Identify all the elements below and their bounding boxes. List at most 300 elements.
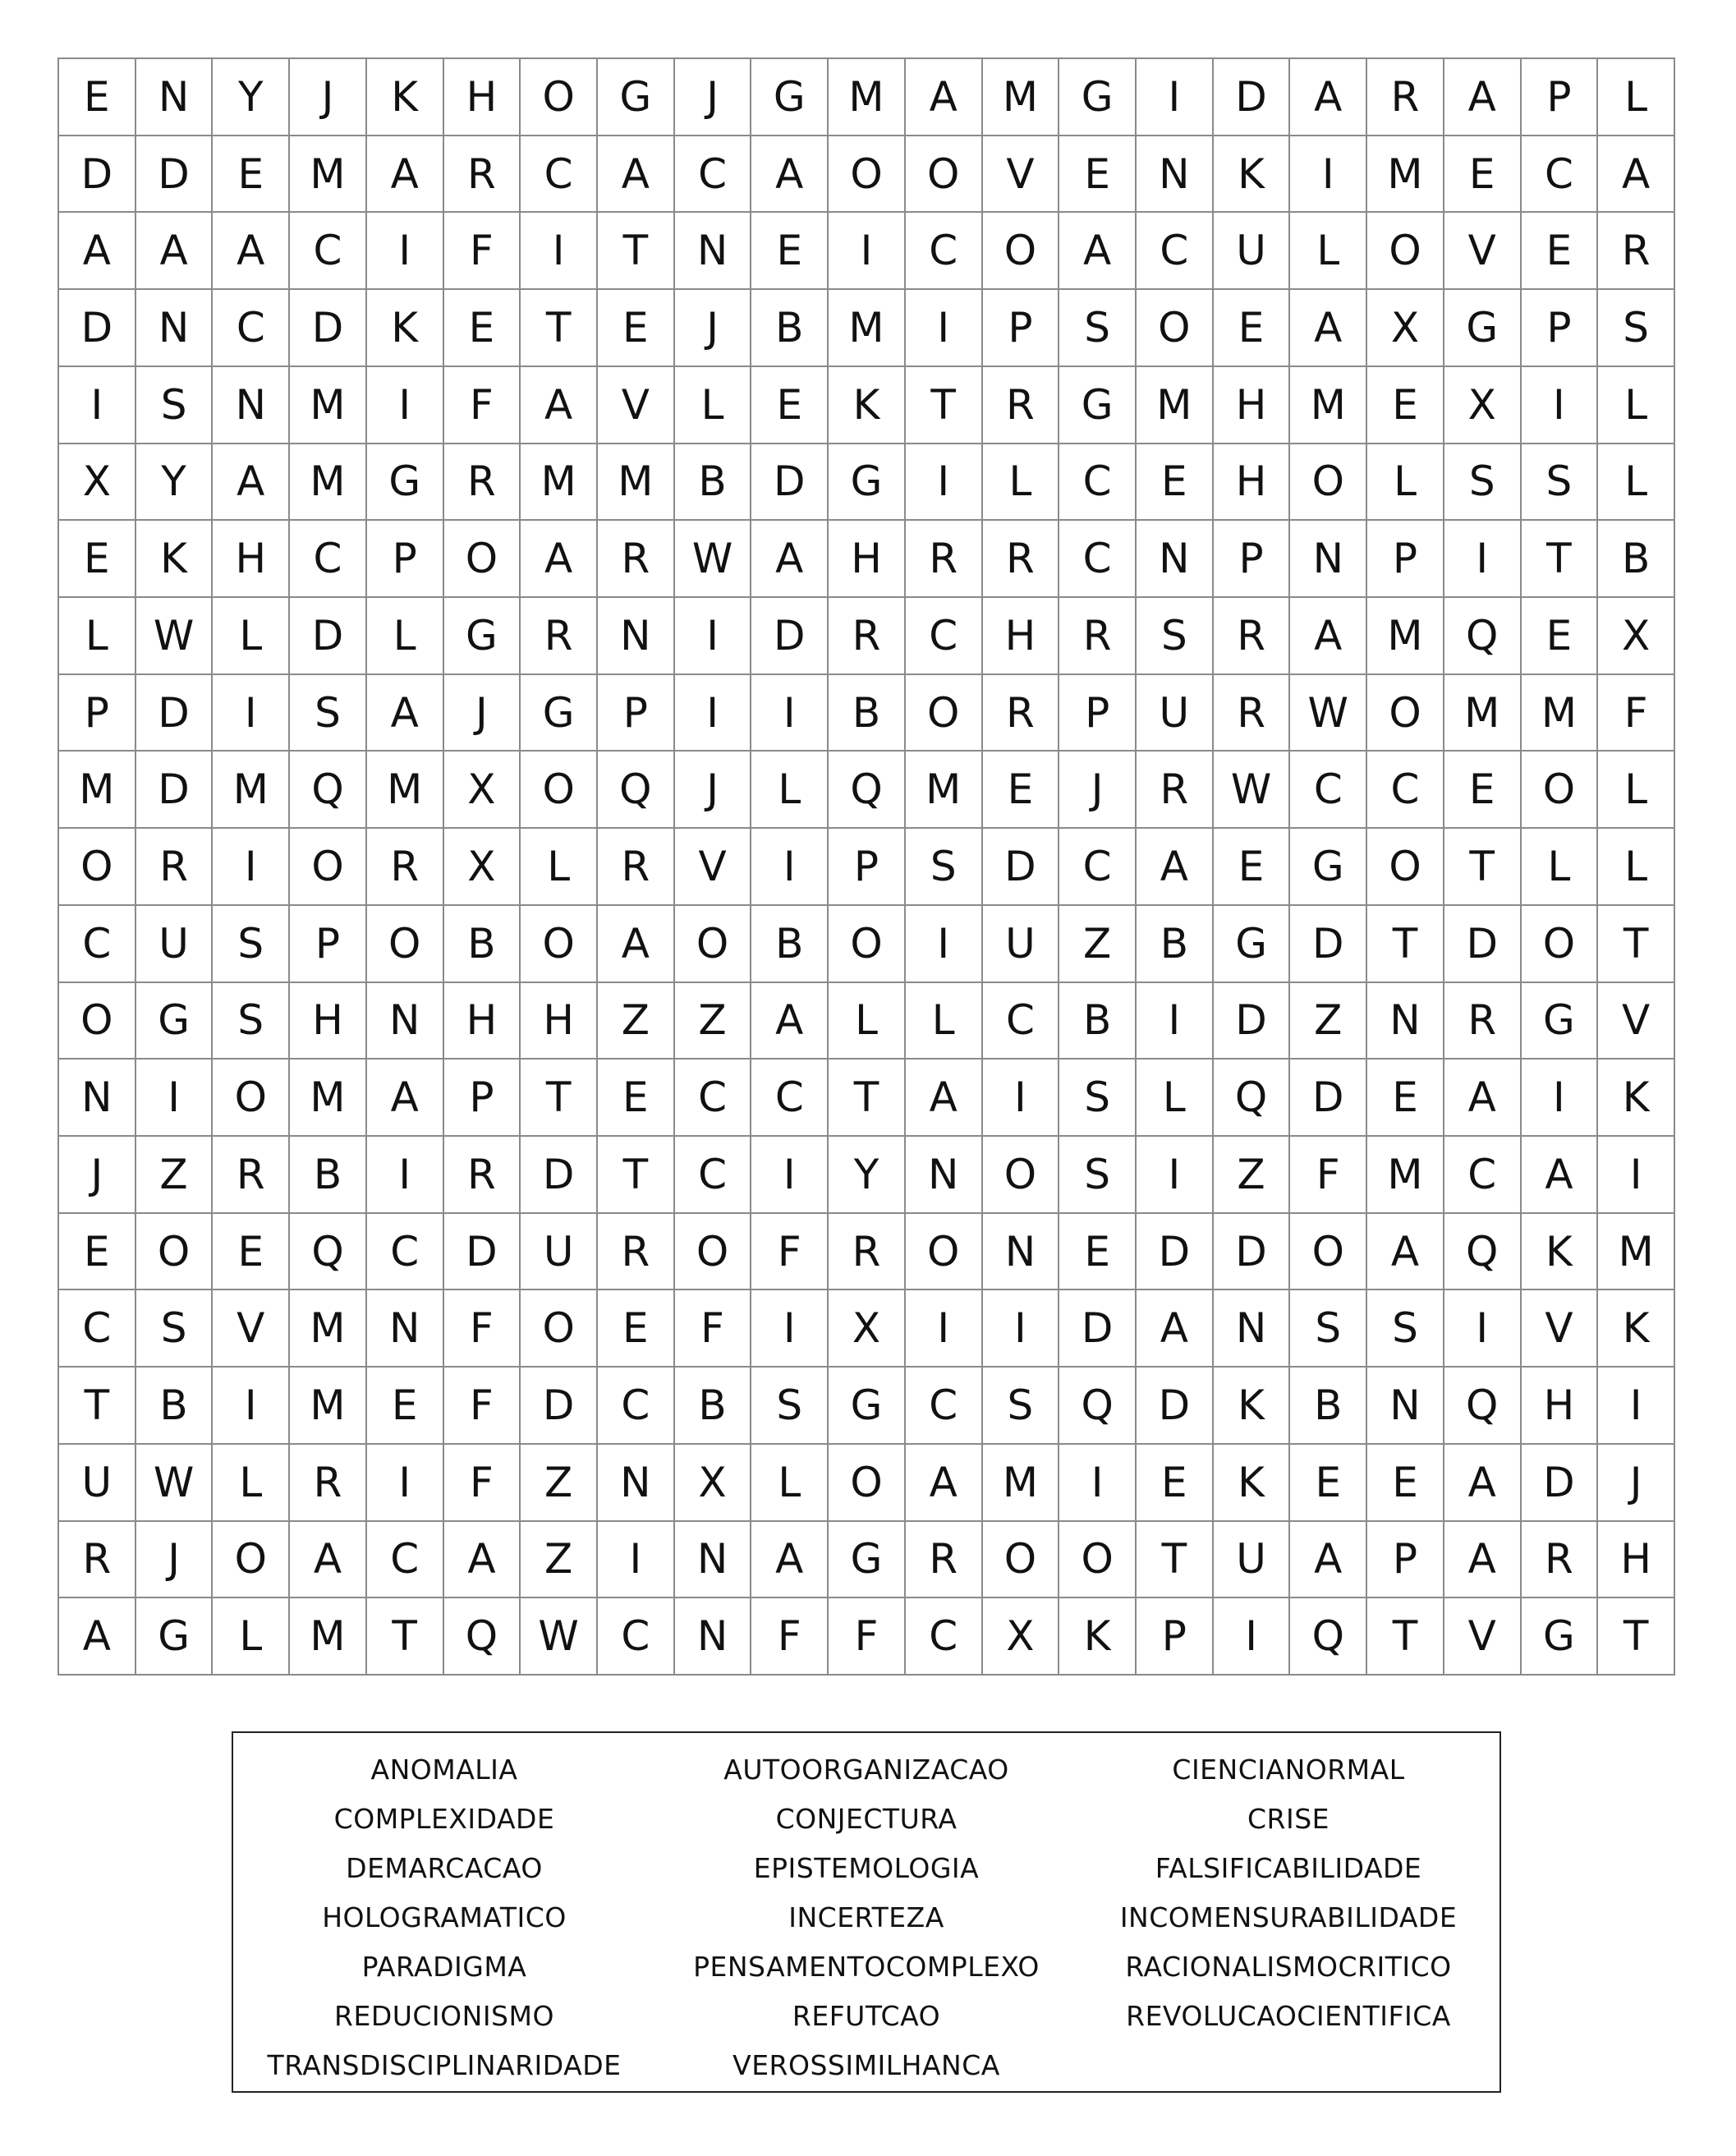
grid-cell[interactable]: M (290, 136, 367, 214)
grid-cell[interactable]: D (136, 136, 214, 214)
grid-cell[interactable]: Q (290, 752, 367, 829)
grid-cell[interactable]: I (983, 1060, 1060, 1137)
grid-cell[interactable]: F (1598, 675, 1675, 752)
grid-cell[interactable]: P (59, 675, 136, 752)
grid-cell[interactable]: R (983, 367, 1060, 444)
grid-cell[interactable]: R (906, 521, 983, 598)
grid-cell[interactable]: M (1290, 367, 1367, 444)
grid-cell[interactable]: T (906, 367, 983, 444)
grid-cell[interactable]: C (367, 1214, 444, 1291)
grid-cell[interactable]: H (521, 983, 598, 1060)
grid-cell[interactable]: H (1598, 1522, 1675, 1599)
grid-cell[interactable]: E (1214, 829, 1291, 906)
grid-cell[interactable]: M (59, 752, 136, 829)
grid-cell[interactable]: L (1598, 444, 1675, 522)
grid-cell[interactable]: X (444, 829, 521, 906)
grid-cell[interactable]: M (521, 444, 598, 522)
grid-cell[interactable]: L (1598, 367, 1675, 444)
grid-cell[interactable]: A (1290, 598, 1367, 675)
grid-cell[interactable]: I (598, 1522, 675, 1599)
grid-cell[interactable]: I (1522, 1060, 1599, 1137)
grid-cell[interactable]: O (1522, 906, 1599, 983)
grid-cell[interactable]: W (1290, 675, 1367, 752)
grid-cell[interactable]: L (1367, 444, 1444, 522)
grid-cell[interactable]: A (1444, 1060, 1522, 1137)
grid-cell[interactable]: O (59, 983, 136, 1060)
grid-cell[interactable]: D (136, 675, 214, 752)
grid-cell[interactable]: M (829, 59, 906, 136)
grid-cell[interactable]: C (1444, 1137, 1522, 1214)
grid-cell[interactable]: M (367, 752, 444, 829)
grid-cell[interactable]: D (1137, 1214, 1214, 1291)
grid-cell[interactable]: G (1059, 59, 1137, 136)
grid-cell[interactable]: D (1214, 983, 1291, 1060)
grid-cell[interactable]: G (444, 598, 521, 675)
grid-cell[interactable]: K (1214, 136, 1291, 214)
grid-cell[interactable]: L (1598, 752, 1675, 829)
grid-cell[interactable]: F (444, 1368, 521, 1445)
grid-cell[interactable]: Q (598, 752, 675, 829)
grid-cell[interactable]: G (829, 1368, 906, 1445)
grid-cell[interactable]: A (1137, 829, 1214, 906)
grid-cell[interactable]: H (213, 521, 290, 598)
grid-cell[interactable]: E (751, 213, 829, 290)
grid-cell[interactable]: E (1367, 1445, 1444, 1522)
grid-cell[interactable]: E (213, 136, 290, 214)
grid-cell[interactable]: I (136, 1060, 214, 1137)
grid-cell[interactable]: Y (213, 59, 290, 136)
grid-cell[interactable]: D (1290, 906, 1367, 983)
grid-cell[interactable]: G (1444, 290, 1522, 367)
grid-cell[interactable]: R (1214, 675, 1291, 752)
grid-cell[interactable]: O (521, 1290, 598, 1368)
grid-cell[interactable]: A (906, 59, 983, 136)
grid-cell[interactable]: M (1367, 598, 1444, 675)
grid-cell[interactable]: I (906, 444, 983, 522)
grid-cell[interactable]: I (1137, 983, 1214, 1060)
grid-cell[interactable]: C (906, 598, 983, 675)
grid-cell[interactable]: P (367, 521, 444, 598)
grid-cell[interactable]: N (367, 1290, 444, 1368)
grid-cell[interactable]: M (290, 1060, 367, 1137)
grid-cell[interactable]: E (1444, 752, 1522, 829)
grid-cell[interactable]: P (598, 675, 675, 752)
grid-cell[interactable]: K (367, 290, 444, 367)
grid-cell[interactable]: O (983, 1522, 1060, 1599)
grid-cell[interactable]: G (829, 1522, 906, 1599)
grid-cell[interactable]: L (521, 829, 598, 906)
grid-cell[interactable]: N (213, 367, 290, 444)
grid-cell[interactable]: S (906, 829, 983, 906)
grid-cell[interactable]: G (136, 983, 214, 1060)
grid-cell[interactable]: J (675, 752, 752, 829)
grid-cell[interactable]: L (1290, 213, 1367, 290)
grid-cell[interactable]: X (1367, 290, 1444, 367)
grid-cell[interactable]: V (1444, 1598, 1522, 1676)
grid-cell[interactable]: H (444, 983, 521, 1060)
grid-cell[interactable]: A (1367, 1214, 1444, 1291)
grid-cell[interactable]: U (983, 906, 1060, 983)
grid-cell[interactable]: R (444, 444, 521, 522)
grid-cell[interactable]: F (751, 1214, 829, 1291)
grid-cell[interactable]: P (1522, 290, 1599, 367)
grid-cell[interactable]: A (751, 983, 829, 1060)
grid-cell[interactable]: X (444, 752, 521, 829)
grid-cell[interactable]: X (675, 1445, 752, 1522)
grid-cell[interactable]: D (983, 829, 1060, 906)
grid-cell[interactable]: P (983, 290, 1060, 367)
grid-cell[interactable]: L (213, 1445, 290, 1522)
grid-cell[interactable]: B (1059, 983, 1137, 1060)
grid-cell[interactable]: V (1444, 213, 1522, 290)
grid-cell[interactable]: X (983, 1598, 1060, 1676)
grid-cell[interactable]: C (367, 1522, 444, 1599)
grid-cell[interactable]: B (675, 444, 752, 522)
grid-cell[interactable]: I (1444, 1290, 1522, 1368)
grid-cell[interactable]: N (1367, 983, 1444, 1060)
grid-cell[interactable]: O (829, 136, 906, 214)
grid-cell[interactable]: P (1367, 1522, 1444, 1599)
grid-cell[interactable]: E (59, 521, 136, 598)
grid-cell[interactable]: L (829, 983, 906, 1060)
grid-cell[interactable]: E (59, 1214, 136, 1291)
grid-cell[interactable]: K (1522, 1214, 1599, 1291)
grid-cell[interactable]: L (751, 1445, 829, 1522)
grid-cell[interactable]: M (1367, 136, 1444, 214)
grid-cell[interactable]: H (829, 521, 906, 598)
grid-cell[interactable]: A (751, 136, 829, 214)
grid-cell[interactable]: M (1137, 367, 1214, 444)
grid-cell[interactable]: K (829, 367, 906, 444)
grid-cell[interactable]: L (59, 598, 136, 675)
grid-cell[interactable]: K (136, 521, 214, 598)
grid-cell[interactable]: Q (829, 752, 906, 829)
grid-cell[interactable]: M (290, 367, 367, 444)
grid-cell[interactable]: O (290, 829, 367, 906)
grid-cell[interactable]: F (751, 1598, 829, 1676)
grid-cell[interactable]: D (521, 1368, 598, 1445)
grid-cell[interactable]: V (1598, 983, 1675, 1060)
grid-cell[interactable]: L (983, 444, 1060, 522)
grid-cell[interactable]: L (906, 983, 983, 1060)
grid-cell[interactable]: I (1214, 1598, 1291, 1676)
grid-cell[interactable]: S (1059, 290, 1137, 367)
grid-cell[interactable]: C (1290, 752, 1367, 829)
grid-cell[interactable]: P (1214, 521, 1291, 598)
grid-cell[interactable]: S (1059, 1060, 1137, 1137)
grid-cell[interactable]: D (290, 598, 367, 675)
grid-cell[interactable]: R (829, 1214, 906, 1291)
grid-cell[interactable]: A (1522, 1137, 1599, 1214)
grid-cell[interactable]: O (983, 1137, 1060, 1214)
grid-cell[interactable]: A (521, 367, 598, 444)
grid-cell[interactable]: D (1444, 906, 1522, 983)
grid-cell[interactable]: R (598, 521, 675, 598)
grid-cell[interactable]: B (1598, 521, 1675, 598)
grid-cell[interactable]: M (290, 1598, 367, 1676)
grid-cell[interactable]: G (829, 444, 906, 522)
grid-cell[interactable]: W (521, 1598, 598, 1676)
grid-cell[interactable]: Z (1214, 1137, 1291, 1214)
grid-cell[interactable]: Q (290, 1214, 367, 1291)
grid-cell[interactable]: C (290, 213, 367, 290)
grid-cell[interactable]: C (59, 906, 136, 983)
grid-cell[interactable]: I (751, 1137, 829, 1214)
grid-cell[interactable]: I (751, 675, 829, 752)
grid-cell[interactable]: L (1522, 829, 1599, 906)
grid-cell[interactable]: J (1059, 752, 1137, 829)
grid-cell[interactable]: U (136, 906, 214, 983)
grid-cell[interactable]: C (675, 1137, 752, 1214)
grid-cell[interactable]: W (1214, 752, 1291, 829)
grid-cell[interactable]: I (1059, 1445, 1137, 1522)
grid-cell[interactable]: O (1137, 290, 1214, 367)
grid-cell[interactable]: P (829, 829, 906, 906)
grid-cell[interactable]: E (213, 1214, 290, 1291)
grid-cell[interactable]: W (136, 598, 214, 675)
grid-cell[interactable]: H (290, 983, 367, 1060)
grid-cell[interactable]: O (906, 1214, 983, 1291)
grid-cell[interactable]: N (675, 1598, 752, 1676)
grid-cell[interactable]: I (906, 906, 983, 983)
grid-cell[interactable]: V (675, 829, 752, 906)
grid-cell[interactable]: R (213, 1137, 290, 1214)
grid-cell[interactable]: E (444, 290, 521, 367)
grid-cell[interactable]: Z (521, 1522, 598, 1599)
grid-cell[interactable]: O (1059, 1522, 1137, 1599)
grid-cell[interactable]: Z (1290, 983, 1367, 1060)
grid-cell[interactable]: E (367, 1368, 444, 1445)
grid-cell[interactable]: B (444, 906, 521, 983)
grid-cell[interactable]: Z (136, 1137, 214, 1214)
grid-cell[interactable]: E (598, 290, 675, 367)
grid-cell[interactable]: P (444, 1060, 521, 1137)
grid-cell[interactable]: G (1290, 829, 1367, 906)
grid-cell[interactable]: A (598, 906, 675, 983)
grid-cell[interactable]: F (675, 1290, 752, 1368)
grid-cell[interactable]: S (1137, 598, 1214, 675)
grid-cell[interactable]: I (1444, 521, 1522, 598)
grid-cell[interactable]: H (444, 59, 521, 136)
grid-cell[interactable]: A (1444, 59, 1522, 136)
grid-cell[interactable]: J (444, 675, 521, 752)
grid-cell[interactable]: C (1522, 136, 1599, 214)
grid-cell[interactable]: A (290, 1522, 367, 1599)
grid-cell[interactable]: Z (521, 1445, 598, 1522)
grid-cell[interactable]: D (1522, 1445, 1599, 1522)
grid-cell[interactable]: R (1214, 598, 1291, 675)
grid-cell[interactable]: V (1522, 1290, 1599, 1368)
grid-cell[interactable]: J (675, 290, 752, 367)
grid-cell[interactable]: I (906, 1290, 983, 1368)
grid-cell[interactable]: D (1137, 1368, 1214, 1445)
grid-cell[interactable]: S (1059, 1137, 1137, 1214)
grid-cell[interactable]: A (1290, 1522, 1367, 1599)
grid-cell[interactable]: E (1367, 1060, 1444, 1137)
grid-cell[interactable]: L (1598, 829, 1675, 906)
grid-cell[interactable]: L (213, 598, 290, 675)
grid-cell[interactable]: I (1137, 1137, 1214, 1214)
grid-cell[interactable]: L (367, 598, 444, 675)
grid-cell[interactable]: O (444, 521, 521, 598)
grid-cell[interactable]: M (1444, 675, 1522, 752)
grid-cell[interactable]: I (829, 213, 906, 290)
grid-cell[interactable]: K (1598, 1290, 1675, 1368)
grid-cell[interactable]: A (1137, 1290, 1214, 1368)
grid-cell[interactable]: T (1444, 829, 1522, 906)
grid-cell[interactable]: H (1214, 367, 1291, 444)
grid-cell[interactable]: R (444, 1137, 521, 1214)
grid-cell[interactable]: O (521, 59, 598, 136)
grid-cell[interactable]: R (521, 598, 598, 675)
grid-cell[interactable]: G (521, 675, 598, 752)
grid-cell[interactable]: E (751, 367, 829, 444)
grid-cell[interactable]: U (521, 1214, 598, 1291)
grid-cell[interactable]: K (1598, 1060, 1675, 1137)
grid-cell[interactable]: B (1137, 906, 1214, 983)
grid-cell[interactable]: V (598, 367, 675, 444)
grid-cell[interactable]: K (1059, 1598, 1137, 1676)
grid-cell[interactable]: T (1598, 906, 1675, 983)
grid-cell[interactable]: A (1444, 1445, 1522, 1522)
grid-cell[interactable]: T (521, 1060, 598, 1137)
grid-cell[interactable]: C (751, 1060, 829, 1137)
grid-cell[interactable]: L (1598, 59, 1675, 136)
grid-cell[interactable]: B (290, 1137, 367, 1214)
grid-cell[interactable]: M (290, 1368, 367, 1445)
grid-cell[interactable]: P (1522, 59, 1599, 136)
grid-cell[interactable]: Y (136, 444, 214, 522)
grid-cell[interactable]: T (598, 1137, 675, 1214)
grid-cell[interactable]: C (213, 290, 290, 367)
grid-cell[interactable]: R (1444, 983, 1522, 1060)
grid-cell[interactable]: O (1367, 829, 1444, 906)
grid-cell[interactable]: C (675, 136, 752, 214)
grid-cell[interactable]: O (213, 1522, 290, 1599)
grid-cell[interactable]: A (1598, 136, 1675, 214)
grid-cell[interactable]: D (444, 1214, 521, 1291)
grid-cell[interactable]: Q (1444, 1214, 1522, 1291)
grid-cell[interactable]: C (906, 1368, 983, 1445)
grid-cell[interactable]: A (367, 136, 444, 214)
grid-cell[interactable]: H (983, 598, 1060, 675)
grid-cell[interactable]: K (1214, 1368, 1291, 1445)
grid-cell[interactable]: N (136, 290, 214, 367)
grid-cell[interactable]: O (675, 1214, 752, 1291)
grid-cell[interactable]: B (136, 1368, 214, 1445)
grid-cell[interactable]: O (1290, 1214, 1367, 1291)
grid-cell[interactable]: N (1367, 1368, 1444, 1445)
grid-cell[interactable]: C (675, 1060, 752, 1137)
grid-cell[interactable]: S (1290, 1290, 1367, 1368)
grid-cell[interactable]: F (1290, 1137, 1367, 1214)
grid-cell[interactable]: G (367, 444, 444, 522)
grid-cell[interactable]: R (1598, 213, 1675, 290)
grid-cell[interactable]: E (59, 59, 136, 136)
grid-cell[interactable]: G (1522, 1598, 1599, 1676)
grid-cell[interactable]: Q (1290, 1598, 1367, 1676)
grid-cell[interactable]: T (1522, 521, 1599, 598)
grid-cell[interactable]: S (136, 1290, 214, 1368)
grid-cell[interactable]: O (59, 829, 136, 906)
grid-cell[interactable]: B (751, 906, 829, 983)
grid-cell[interactable]: M (213, 752, 290, 829)
grid-cell[interactable]: A (136, 213, 214, 290)
grid-cell[interactable]: Q (1059, 1368, 1137, 1445)
grid-cell[interactable]: L (213, 1598, 290, 1676)
grid-cell[interactable]: A (213, 444, 290, 522)
grid-cell[interactable]: D (136, 752, 214, 829)
grid-cell[interactable]: F (444, 213, 521, 290)
grid-cell[interactable]: E (598, 1290, 675, 1368)
grid-cell[interactable]: N (1214, 1290, 1291, 1368)
grid-cell[interactable]: O (829, 1445, 906, 1522)
grid-cell[interactable]: E (1367, 367, 1444, 444)
grid-cell[interactable]: Y (829, 1137, 906, 1214)
grid-cell[interactable]: E (983, 752, 1060, 829)
grid-cell[interactable]: U (59, 1445, 136, 1522)
grid-cell[interactable]: I (213, 1368, 290, 1445)
grid-cell[interactable]: A (367, 1060, 444, 1137)
grid-cell[interactable]: T (1137, 1522, 1214, 1599)
grid-cell[interactable]: D (1214, 59, 1291, 136)
grid-cell[interactable]: A (906, 1060, 983, 1137)
grid-cell[interactable]: H (1214, 444, 1291, 522)
grid-cell[interactable]: F (829, 1598, 906, 1676)
grid-cell[interactable]: Q (1444, 598, 1522, 675)
grid-cell[interactable]: E (1444, 136, 1522, 214)
grid-cell[interactable]: N (1137, 136, 1214, 214)
grid-cell[interactable]: O (1522, 752, 1599, 829)
grid-cell[interactable]: R (598, 829, 675, 906)
grid-cell[interactable]: A (1444, 1522, 1522, 1599)
grid-cell[interactable]: M (983, 1445, 1060, 1522)
grid-cell[interactable]: B (829, 675, 906, 752)
grid-cell[interactable]: D (521, 1137, 598, 1214)
grid-cell[interactable]: O (675, 906, 752, 983)
grid-cell[interactable]: D (1290, 1060, 1367, 1137)
grid-cell[interactable]: Q (444, 1598, 521, 1676)
grid-cell[interactable]: R (829, 598, 906, 675)
grid-cell[interactable]: N (1137, 521, 1214, 598)
grid-cell[interactable]: C (521, 136, 598, 214)
grid-cell[interactable]: V (213, 1290, 290, 1368)
grid-cell[interactable]: A (59, 213, 136, 290)
grid-cell[interactable]: M (1598, 1214, 1675, 1291)
grid-cell[interactable]: S (213, 906, 290, 983)
grid-cell[interactable]: I (1598, 1137, 1675, 1214)
grid-cell[interactable]: Q (1214, 1060, 1291, 1137)
grid-cell[interactable]: A (751, 521, 829, 598)
grid-cell[interactable]: A (213, 213, 290, 290)
grid-cell[interactable]: A (598, 136, 675, 214)
grid-cell[interactable]: A (1059, 213, 1137, 290)
grid-cell[interactable]: M (598, 444, 675, 522)
grid-cell[interactable]: B (751, 290, 829, 367)
grid-cell[interactable]: D (1059, 1290, 1137, 1368)
grid-cell[interactable]: C (1059, 829, 1137, 906)
grid-cell[interactable]: G (1522, 983, 1599, 1060)
grid-cell[interactable]: E (1522, 598, 1599, 675)
grid-cell[interactable]: Z (1059, 906, 1137, 983)
grid-cell[interactable]: U (1214, 213, 1291, 290)
grid-cell[interactable]: R (598, 1214, 675, 1291)
grid-cell[interactable]: R (983, 521, 1060, 598)
grid-cell[interactable]: R (290, 1445, 367, 1522)
grid-cell[interactable]: L (1137, 1060, 1214, 1137)
grid-cell[interactable]: C (598, 1368, 675, 1445)
grid-cell[interactable]: S (751, 1368, 829, 1445)
